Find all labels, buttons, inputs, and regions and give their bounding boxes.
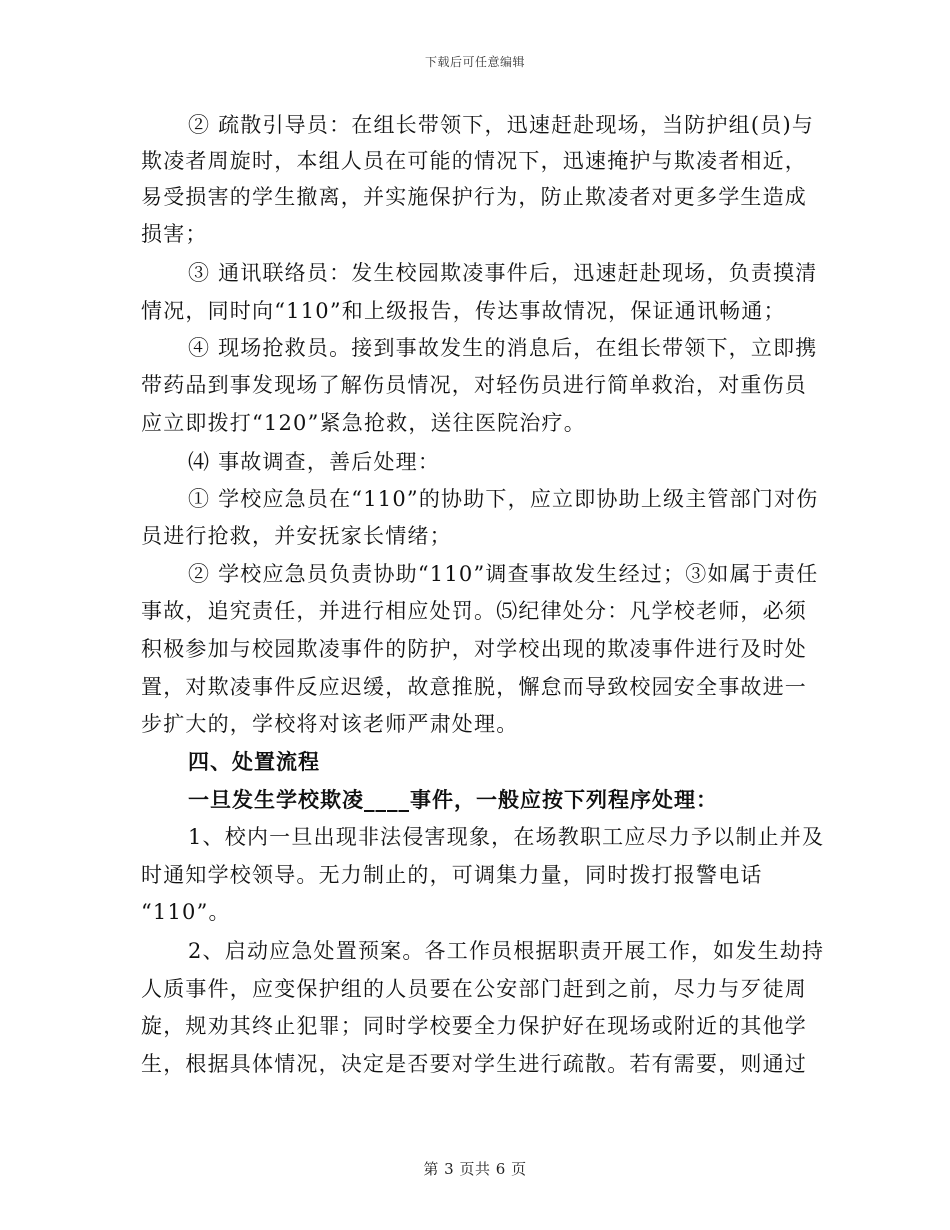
paragraph-line: ① 学校应急员在“110”的协助下，应立即协助上级主管部门对伤	[188, 487, 819, 511]
paragraph-line: ③ 通讯联络员：发生校园欺凌事件后，迅速赶赴现场，负责摸清	[188, 261, 818, 285]
paragraph-line: 欺凌者周旋时，本组人员在可能的情况下，迅速掩护与欺凌者相近，	[141, 149, 807, 173]
header-note: 下载后可任意编辑	[424, 55, 525, 69]
paragraph-line: ⑷ 事故调查，善后处理：	[188, 450, 441, 474]
section-heading: 四、处置流程	[188, 749, 320, 774]
paragraph-line: 积极参加与校园欺凌事件的防护，对学校出现的欺凌事件进行及时处	[141, 637, 807, 661]
paragraph-line: 损害；	[141, 222, 208, 246]
procedure-intro: 一旦发生学校欺凌____事件，一般应按下列程序处理：	[188, 787, 718, 812]
paragraph-line: 2、启动应急处置预案。各工作员根据职责开展工作，如发生劫持	[188, 939, 825, 963]
paragraph-line: 生，根据具体情况，决定是否要对学生进行疏散。若有需要，则通过	[141, 1052, 807, 1076]
paragraph-line: 1、校内一旦出现非法侵害现象，在场教职工应尽力予以制止并及	[188, 825, 825, 849]
paragraph-line: 员进行抢救，并安抚家长情绪；	[141, 524, 452, 548]
paragraph-line: 易受损害的学生撤离，并实施保护行为，防止欺凌者对更多学生造成	[141, 185, 807, 209]
paragraph-line: “110”。	[141, 900, 231, 924]
paragraph-line: 人质事件，应变保护组的人员要在公安部门赶到之前，尽力与歹徒周	[141, 977, 807, 1001]
paragraph-line: 事故，追究责任，并进行相应处罚。⑸纪律处分：凡学校老师，必须	[141, 599, 807, 623]
paragraph-line: 情况，同时向“110”和上级报告，传达事故情况，保证通讯畅通；	[141, 299, 786, 323]
paragraph-line: ② 疏散引导员：在组长带领下，迅速赶赴现场，当防护组(员)与	[188, 113, 815, 137]
paragraph-line: 应立即拨打“120”紧急抢救，送往医院治疗。	[141, 411, 586, 435]
page-number-footer: 第 3 页共 6 页	[423, 1160, 527, 1178]
paragraph-line: ④ 现场抢救员。接到事故发生的消息后，在组长带领下，立即携	[188, 336, 818, 360]
paragraph-line: 置，对欺凌事件反应迟缓，故意推脱，懈怠而导致校园安全事故进一	[141, 675, 807, 699]
paragraph-line: 旋，规劝其终止犯罪；同时学校要全力保护好在现场或附近的其他学	[141, 1014, 807, 1038]
paragraph-line: 带药品到事发现场了解伤员情况，对轻伤员进行简单救治，对重伤员	[141, 373, 807, 397]
paragraph-line: 时通知学校领导。无力制止的，可调集力量，同时拨打报警电话	[141, 863, 763, 887]
paragraph-line: ② 学校应急员负责协助“110”调查事故发生经过；③如属于责任	[188, 562, 819, 586]
paragraph-line: 步扩大的，学校将对该老师严肃处理。	[141, 712, 519, 736]
